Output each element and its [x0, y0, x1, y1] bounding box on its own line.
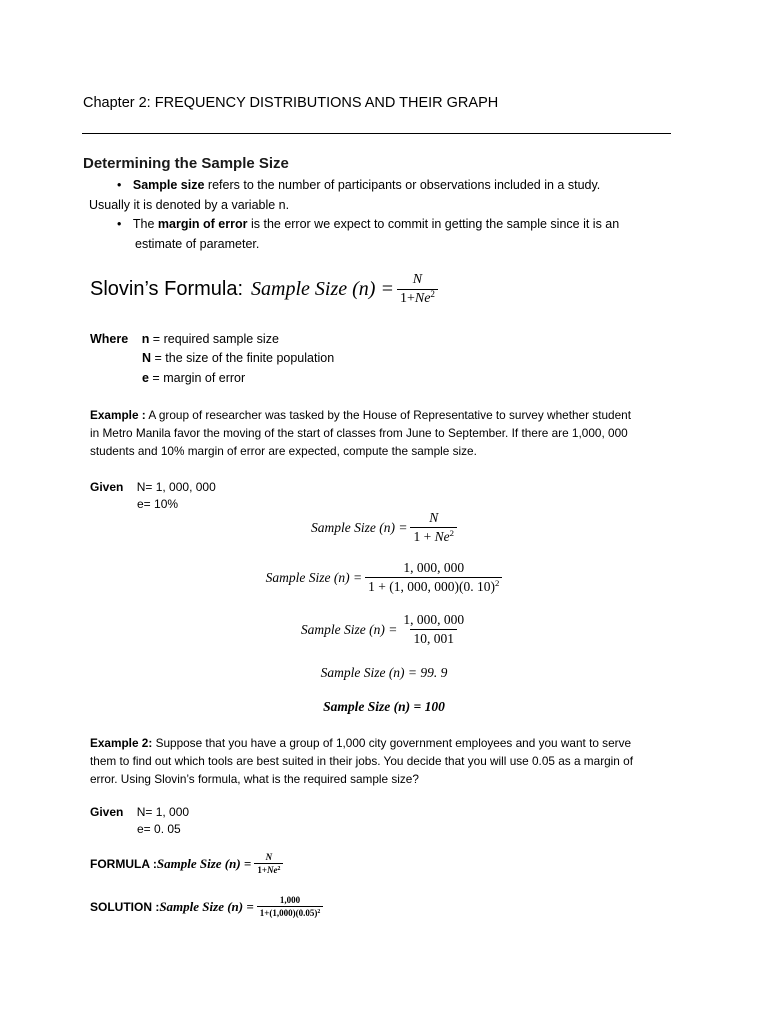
- where-row-N: [142, 351, 334, 365]
- where-row-e: [142, 371, 245, 385]
- formula-den-pre: 1+: [257, 865, 267, 875]
- formula-den-exp: 2: [277, 865, 281, 872]
- step2-num: 1, 000, 000: [403, 560, 465, 575]
- where-N: N: [142, 351, 152, 365]
- step3-num: 1, 000, 000: [403, 612, 465, 627]
- example1-line1: [90, 408, 631, 422]
- where-N-def: = the size of the finite population: [151, 351, 335, 365]
- chapter-title: Chapter 2: FREQUENCY DISTRIBUTIONS AND THEIR GRAPH: [83, 95, 499, 111]
- step1-lhs: Sample Size (n) =: [311, 519, 408, 535]
- step3-den: 10, 001: [410, 629, 457, 647]
- step1-den-var: Ne: [434, 529, 450, 544]
- solution-lhs: Sample Size (n) =: [159, 898, 254, 914]
- step2-den-exp: 2: [494, 578, 500, 589]
- where-n-def: = required sample size: [149, 332, 279, 346]
- solution-den: 1+(1,000)(0.05): [259, 908, 318, 918]
- bullet-2-pre: The: [132, 217, 158, 231]
- example2-line3: error. Using Slovin’s formula, what is the required sample size?: [90, 772, 419, 786]
- solution-num: 1,000: [279, 895, 301, 905]
- example1-step1: [0, 510, 768, 545]
- example1-step4: [0, 664, 768, 682]
- formula-den-var: Ne: [266, 865, 278, 875]
- where-n: n: [141, 332, 150, 346]
- example2-formula: [90, 852, 283, 875]
- example1-label: Example :: [90, 408, 146, 422]
- where-e-def: = margin of error: [148, 371, 246, 385]
- example2-given-N: N= 1, 000: [136, 805, 190, 819]
- formula-label: FORMULA :: [90, 856, 157, 871]
- formula-num: N: [265, 852, 273, 862]
- slovin-colon: :: [237, 278, 244, 300]
- example2-given: [90, 805, 189, 819]
- example2-label: Example 2:: [90, 736, 153, 750]
- where-label: Where: [90, 332, 129, 346]
- bullet-dot: •: [117, 178, 122, 192]
- bullet-1-text: refers to the number of participants or observations included in a study.: [204, 178, 601, 192]
- sample-size-term: Sample size: [132, 178, 205, 192]
- bullet-2-continuation: estimate of parameter.: [135, 237, 260, 251]
- example1-line3: students and 10% margin of error are expected, compute the sample size.: [90, 444, 477, 458]
- slovin-numerator: N: [412, 272, 423, 287]
- bullet-1: [117, 178, 600, 192]
- where-row-n: [90, 332, 279, 346]
- example1-given-label: Given: [90, 480, 124, 494]
- step2-lhs: Sample Size (n) =: [265, 569, 363, 585]
- slovin-label: Slovin’s Formula: [90, 278, 238, 300]
- title-divider: [82, 133, 671, 134]
- slovin-den-var: Ne: [414, 291, 431, 306]
- slovin-fraction: [397, 272, 438, 307]
- step1-den-exp: 2: [449, 528, 454, 539]
- step4-eq: Sample Size (n) = 99. 9: [320, 665, 448, 680]
- example2-solution: [90, 895, 323, 918]
- example2-given-e: e= 0. 05: [137, 822, 181, 836]
- example1-text1: A group of researcher was tasked by the House of Representative to survey whether student: [145, 408, 631, 422]
- slovin-lhs: Sample Size (n) =: [251, 278, 394, 300]
- slovin-formula: [90, 272, 438, 307]
- example1-given-e: e= 10%: [137, 497, 179, 511]
- bullet-2: [117, 217, 619, 231]
- example2-text1: Suppose that you have a group of 1,000 city government employees and you want to serve: [152, 736, 632, 750]
- example2-line2: them to find out which tools are best suited in their jobs. You decide that you will use 0.05 as a margin of: [90, 754, 633, 768]
- example1-given-N: N= 1, 000, 000: [136, 480, 216, 494]
- bullet-2-text: is the error we expect to commit in getting the sample since it is an: [247, 217, 620, 231]
- example1-step3: [0, 612, 768, 647]
- example1-step5: [0, 698, 768, 716]
- step1-den-pre: 1 +: [413, 529, 435, 544]
- section-heading: Determining the Sample Size: [83, 155, 289, 172]
- step3-lhs: Sample Size (n) =: [300, 621, 398, 637]
- margin-of-error-term: margin of error: [157, 217, 248, 231]
- example1-given: [90, 480, 216, 494]
- example1-line2: in Metro Manila favor the moving of the start of classes from June to September. If there are 1,000, 000: [90, 426, 628, 440]
- where-e: e: [142, 371, 149, 385]
- bullet-1-continuation: Usually it is denoted by a variable n.: [89, 198, 290, 212]
- example2-given-label: Given: [90, 805, 124, 819]
- solution-den-exp: 2: [317, 908, 321, 915]
- slovin-den-exp: 2: [430, 289, 435, 299]
- example1-step2: [0, 560, 768, 595]
- example2-line1: [90, 736, 631, 750]
- formula-lhs: Sample Size (n) =: [156, 855, 252, 871]
- bullet-dot: •: [117, 217, 122, 231]
- step2-den: 1 + (1, 000, 000)(0. 10): [368, 579, 495, 594]
- solution-label: SOLUTION :: [90, 899, 160, 914]
- slovin-den-pre: 1+: [399, 291, 415, 306]
- step1-num: N: [429, 510, 439, 525]
- step5-eq: Sample Size (n) = 100: [323, 699, 445, 714]
